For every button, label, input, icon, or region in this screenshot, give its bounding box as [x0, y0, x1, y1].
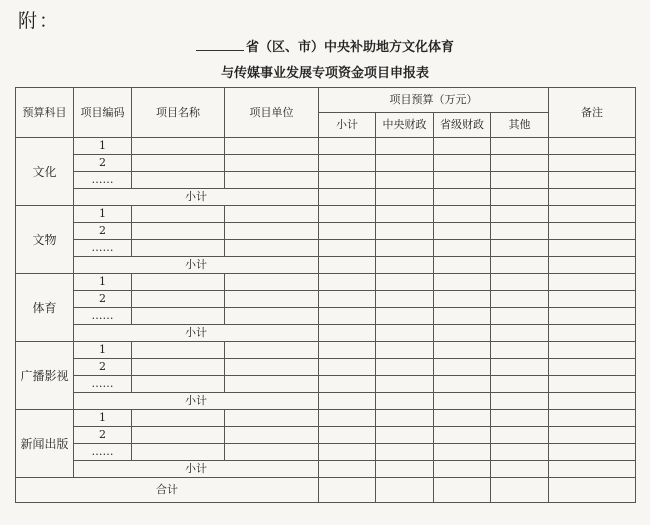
entry-cell[interactable] [376, 342, 434, 359]
entry-cell[interactable] [225, 223, 319, 240]
subtotal-label: 小计 [74, 325, 319, 342]
entry-cell[interactable] [225, 308, 319, 325]
entry-cell[interactable] [549, 206, 636, 223]
form-title-line1-text: 省（区、市）中央补助地方文化体育 [245, 40, 454, 55]
entry-cell[interactable] [549, 308, 636, 325]
entry-cell[interactable] [549, 138, 636, 155]
subtotal-entry-cell[interactable] [491, 325, 549, 342]
entry-cell[interactable] [225, 155, 319, 172]
subtotal-entry-cell[interactable] [376, 325, 434, 342]
entry-cell[interactable] [491, 359, 549, 376]
entry-cell[interactable] [225, 291, 319, 308]
form-title-line1 [0, 36, 650, 55]
project-code-cell: …… [74, 240, 132, 257]
entry-cell[interactable] [319, 410, 376, 427]
entry-cell[interactable] [549, 155, 636, 172]
subtotal-row [16, 393, 636, 410]
entry-cell[interactable] [132, 240, 225, 257]
entry-cell[interactable] [376, 240, 434, 257]
table-row [16, 138, 636, 155]
total-label: 合计 [16, 478, 319, 503]
subtotal-row [16, 461, 636, 478]
entry-cell[interactable] [132, 444, 225, 461]
table-row [16, 291, 636, 308]
category-cell: 广播影视 [16, 342, 74, 410]
entry-cell[interactable] [491, 427, 549, 444]
table-row [16, 427, 636, 444]
subtotal-row [16, 325, 636, 342]
subtotal-entry-cell[interactable] [376, 393, 434, 410]
entry-cell[interactable] [376, 308, 434, 325]
entry-cell[interactable] [376, 291, 434, 308]
subtotal-entry-cell[interactable] [319, 461, 376, 478]
entry-cell[interactable] [225, 376, 319, 393]
header-project-budget: 项目预算（万元） [319, 88, 549, 113]
table-row [16, 274, 636, 291]
entry-cell[interactable] [434, 444, 491, 461]
entry-cell[interactable] [132, 376, 225, 393]
project-code-cell: …… [74, 376, 132, 393]
entry-cell[interactable] [225, 359, 319, 376]
subtotal-entry-cell[interactable] [549, 393, 636, 410]
header-other: 其他 [491, 113, 549, 138]
entry-cell[interactable] [549, 376, 636, 393]
entry-cell[interactable] [491, 308, 549, 325]
subtotal-entry-cell[interactable] [434, 393, 491, 410]
table-row [16, 155, 636, 172]
table-row [16, 206, 636, 223]
entry-cell[interactable] [376, 172, 434, 189]
entry-cell[interactable] [549, 359, 636, 376]
entry-cell[interactable] [319, 359, 376, 376]
entry-cell[interactable] [319, 138, 376, 155]
entry-cell[interactable] [132, 172, 225, 189]
form-title-line2: 与传媒事业发展专项资金项目申报表 [220, 66, 429, 81]
project-code-cell: 1 [74, 274, 132, 291]
entry-cell[interactable] [319, 342, 376, 359]
subtotal-entry-cell[interactable] [376, 461, 434, 478]
entry-cell[interactable] [225, 427, 319, 444]
entry-cell[interactable] [491, 138, 549, 155]
entry-cell[interactable] [549, 342, 636, 359]
entry-cell[interactable] [549, 410, 636, 427]
subtotal-entry-cell[interactable] [549, 257, 636, 274]
entry-cell[interactable] [376, 155, 434, 172]
table-row [16, 223, 636, 240]
category-cell: 新闻出版 [16, 410, 74, 478]
entry-cell[interactable] [434, 308, 491, 325]
entry-cell[interactable] [376, 138, 434, 155]
table-row [16, 444, 636, 461]
total-entry-cell[interactable] [491, 478, 549, 503]
entry-cell[interactable] [549, 274, 636, 291]
table-row [16, 376, 636, 393]
entry-cell[interactable] [225, 172, 319, 189]
entry-cell[interactable] [319, 172, 376, 189]
total-entry-cell[interactable] [434, 478, 491, 503]
entry-cell[interactable] [225, 240, 319, 257]
entry-cell[interactable] [549, 240, 636, 257]
subtotal-row [16, 257, 636, 274]
project-code-cell: 1 [74, 342, 132, 359]
entry-cell[interactable] [225, 410, 319, 427]
entry-cell[interactable] [491, 342, 549, 359]
total-row [16, 478, 636, 503]
entry-cell[interactable] [376, 223, 434, 240]
entry-cell[interactable] [132, 138, 225, 155]
table-row [16, 359, 636, 376]
entry-cell[interactable] [132, 359, 225, 376]
application-table [15, 87, 636, 503]
entry-cell[interactable] [549, 223, 636, 240]
entry-cell[interactable] [434, 342, 491, 359]
entry-cell[interactable] [319, 427, 376, 444]
subtotal-entry-cell[interactable] [491, 189, 549, 206]
entry-cell[interactable] [376, 206, 434, 223]
entry-cell[interactable] [491, 444, 549, 461]
entry-cell[interactable] [376, 376, 434, 393]
subtotal-entry-cell[interactable] [434, 257, 491, 274]
entry-cell[interactable] [132, 410, 225, 427]
subtotal-entry-cell[interactable] [434, 461, 491, 478]
entry-cell[interactable] [319, 206, 376, 223]
category-cell: 体育 [16, 274, 74, 342]
entry-cell[interactable] [549, 444, 636, 461]
subtotal-label: 小计 [74, 393, 319, 410]
entry-cell[interactable] [434, 291, 491, 308]
header-central-finance: 中央财政 [376, 113, 434, 138]
entry-cell[interactable] [434, 223, 491, 240]
subtotal-entry-cell[interactable] [434, 325, 491, 342]
entry-cell[interactable] [491, 240, 549, 257]
entry-cell[interactable] [225, 138, 319, 155]
project-code-cell: 2 [74, 223, 132, 240]
entry-cell[interactable] [225, 274, 319, 291]
entry-cell[interactable] [434, 138, 491, 155]
entry-cell[interactable] [132, 274, 225, 291]
entry-cell[interactable] [491, 291, 549, 308]
subtotal-entry-cell[interactable] [376, 257, 434, 274]
header-project-code: 项目编码 [74, 88, 132, 138]
entry-cell[interactable] [319, 155, 376, 172]
entry-cell[interactable] [132, 291, 225, 308]
entry-cell[interactable] [434, 427, 491, 444]
entry-cell[interactable] [376, 410, 434, 427]
subtotal-row [16, 189, 636, 206]
entry-cell[interactable] [434, 376, 491, 393]
subtotal-entry-cell[interactable] [319, 189, 376, 206]
entry-cell[interactable] [376, 359, 434, 376]
subtotal-entry-cell[interactable] [491, 257, 549, 274]
entry-cell[interactable] [132, 308, 225, 325]
entry-cell[interactable] [434, 410, 491, 427]
subtotal-entry-cell[interactable] [434, 189, 491, 206]
entry-cell[interactable] [434, 172, 491, 189]
header-project-name: 项目名称 [132, 88, 225, 138]
entry-cell[interactable] [225, 206, 319, 223]
entry-cell[interactable] [319, 308, 376, 325]
entry-cell[interactable] [434, 240, 491, 257]
header-budget-subject: 预算科目 [16, 88, 74, 138]
project-code-cell: 1 [74, 206, 132, 223]
project-code-cell: 2 [74, 427, 132, 444]
project-code-cell: 2 [74, 359, 132, 376]
entry-cell[interactable] [491, 155, 549, 172]
attachment-label: 附： [18, 10, 61, 32]
category-cell: 文化 [16, 138, 74, 206]
project-code-cell: 1 [74, 410, 132, 427]
subtotal-label: 小计 [74, 461, 319, 478]
entry-cell[interactable] [132, 342, 225, 359]
project-code-cell: 2 [74, 291, 132, 308]
entry-cell[interactable] [491, 410, 549, 427]
subtotal-entry-cell[interactable] [319, 393, 376, 410]
total-entry-cell[interactable] [549, 478, 636, 503]
entry-cell[interactable] [376, 427, 434, 444]
province-blank[interactable] [196, 38, 244, 51]
entry-cell[interactable] [132, 155, 225, 172]
subtotal-entry-cell[interactable] [549, 189, 636, 206]
project-code-cell: …… [74, 308, 132, 325]
entry-cell[interactable] [319, 274, 376, 291]
subtotal-entry-cell[interactable] [491, 393, 549, 410]
entry-cell[interactable] [319, 376, 376, 393]
table-row [16, 342, 636, 359]
entry-cell[interactable] [549, 291, 636, 308]
project-code-cell: …… [74, 172, 132, 189]
project-code-cell: …… [74, 444, 132, 461]
entry-cell[interactable] [549, 427, 636, 444]
subtotal-label: 小计 [74, 189, 319, 206]
total-entry-cell[interactable] [376, 478, 434, 503]
entry-cell[interactable] [319, 444, 376, 461]
subtotal-entry-cell[interactable] [549, 325, 636, 342]
subtotal-entry-cell[interactable] [549, 461, 636, 478]
entry-cell[interactable] [376, 444, 434, 461]
header-subtotal: 小计 [319, 113, 376, 138]
header-remarks: 备注 [549, 88, 636, 138]
table-row [16, 240, 636, 257]
entry-cell[interactable] [376, 274, 434, 291]
subtotal-entry-cell[interactable] [319, 325, 376, 342]
subtotal-entry-cell[interactable] [491, 461, 549, 478]
entry-cell[interactable] [491, 223, 549, 240]
entry-cell[interactable] [434, 274, 491, 291]
subtotal-entry-cell[interactable] [376, 189, 434, 206]
entry-cell[interactable] [225, 444, 319, 461]
project-code-cell: 1 [74, 138, 132, 155]
entry-cell[interactable] [319, 291, 376, 308]
header-project-unit: 项目单位 [225, 88, 319, 138]
entry-cell[interactable] [225, 342, 319, 359]
entry-cell[interactable] [491, 376, 549, 393]
entry-cell[interactable] [434, 359, 491, 376]
entry-cell[interactable] [319, 240, 376, 257]
entry-cell[interactable] [491, 274, 549, 291]
entry-cell[interactable] [434, 206, 491, 223]
entry-cell[interactable] [491, 206, 549, 223]
project-code-cell: 2 [74, 155, 132, 172]
entry-cell[interactable] [132, 206, 225, 223]
table-row [16, 308, 636, 325]
entry-cell[interactable] [132, 223, 225, 240]
table-row [16, 172, 636, 189]
total-entry-cell[interactable] [319, 478, 376, 503]
subtotal-label: 小计 [74, 257, 319, 274]
entry-cell[interactable] [491, 172, 549, 189]
category-cell: 文物 [16, 206, 74, 274]
entry-cell[interactable] [434, 155, 491, 172]
header-provincial-finance: 省级财政 [434, 113, 491, 138]
entry-cell[interactable] [319, 223, 376, 240]
subtotal-entry-cell[interactable] [319, 257, 376, 274]
entry-cell[interactable] [549, 172, 636, 189]
table-row [16, 410, 636, 427]
entry-cell[interactable] [132, 427, 225, 444]
